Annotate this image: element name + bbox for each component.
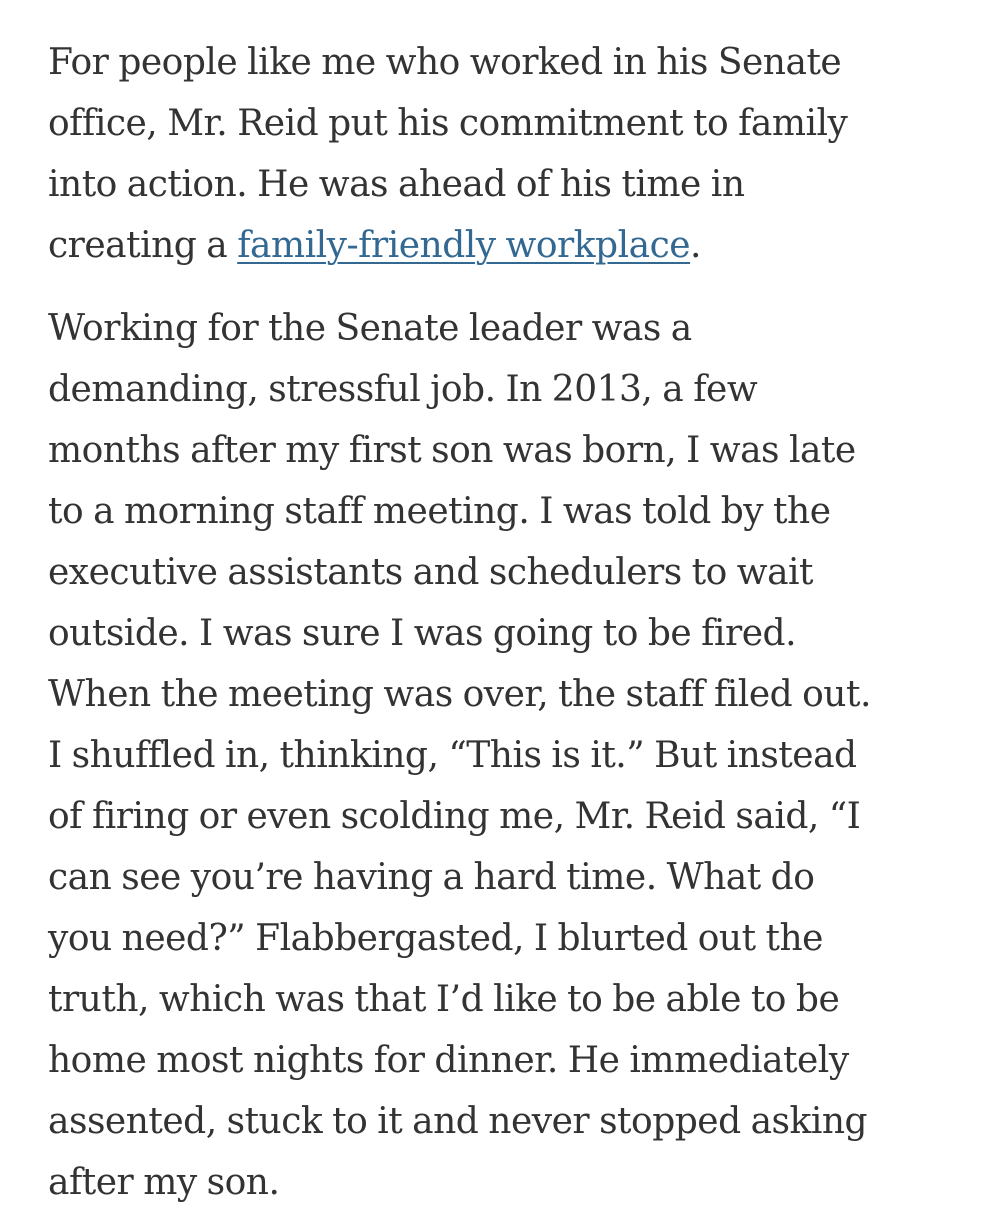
paragraph-2-line: demanding, stressful job. In 2013, a few — [48, 369, 758, 410]
article-body — [48, 32, 948, 1213]
paragraph-2-line: you need?” Flabbergasted, I blurted out the — [48, 918, 823, 959]
paragraph-2-line: executive assistants and schedulers to wait — [48, 552, 814, 593]
paragraph-1-line: office, Mr. Reid put his commitment to family — [48, 103, 848, 144]
article-paragraph-2 — [48, 298, 948, 1213]
paragraph-1-line: into action. He was ahead of his time in — [48, 164, 745, 205]
paragraph-2-line: When the meeting was over, the staff filed out. — [48, 674, 871, 715]
paragraph-1-text-after-link: . — [690, 225, 701, 266]
paragraph-2-line: months after my first son was born, I was late — [48, 430, 856, 471]
paragraph-1-line — [48, 215, 948, 276]
paragraph-1-line: For people like me who worked in his Senate — [48, 42, 842, 83]
paragraph-2-line: after my son. — [48, 1162, 280, 1203]
paragraph-2-line: I shuffled in, thinking, “This is it.” But instead — [48, 735, 857, 776]
paragraph-2-line: assented, stuck to it and never stopped asking — [48, 1101, 868, 1142]
paragraph-2-line: to a morning staff meeting. I was told by the — [48, 491, 831, 532]
paragraph-1-text-before-link: creating a — [48, 225, 238, 266]
paragraph-2-line: outside. I was sure I was going to be fired. — [48, 613, 797, 654]
paragraph-2-line: truth, which was that I’d like to be able to be — [48, 979, 840, 1020]
paragraph-2-line: can see you’re having a hard time. What do — [48, 857, 815, 898]
paragraph-2-line: of firing or even scolding me, Mr. Reid said, “I — [48, 796, 861, 837]
paragraph-2-line: home most nights for dinner. He immediately — [48, 1040, 849, 1081]
article-paragraph-1 — [48, 32, 948, 276]
family-friendly-workplace-link[interactable]: family-friendly workplace — [237, 225, 691, 266]
paragraph-2-line: Working for the Senate leader was a — [48, 308, 692, 349]
